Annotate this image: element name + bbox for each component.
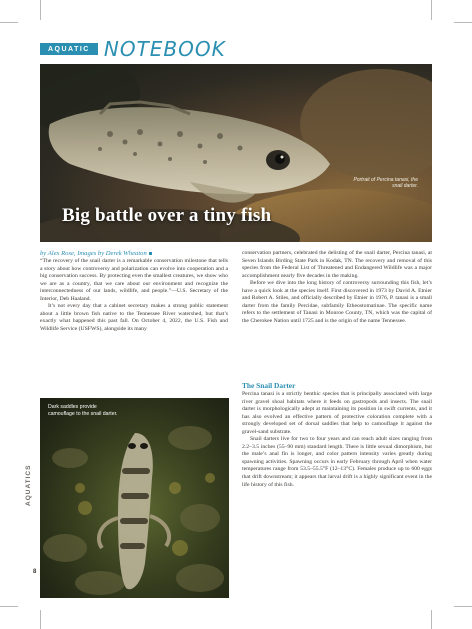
crop-mark	[40, 0, 41, 20]
page-number: 8	[33, 569, 37, 575]
article-column-left	[40, 258, 228, 333]
camouflage-photo	[40, 398, 229, 598]
byline	[40, 250, 152, 257]
crop-mark	[454, 22, 472, 23]
paragraph: Percina tanasi is a strictly benthic species that is principally associated with large river gravel shoal habitats where it feeds on gastropods and insects. The snail darter is morphologically adept at maintaining its position in swift currents, and it has also evolved an effective pattern of protective coloration complete with a strongly developed set of dorsal saddles that help to camouflage it against the gravel-sand substrate.	[242, 391, 432, 435]
photo-caption: Dark saddles provide camouflage to the snail darter.	[48, 404, 118, 417]
crop-mark	[0, 22, 18, 23]
article-column-right-lower	[242, 391, 432, 489]
section-badge: AQUATIC	[40, 43, 98, 55]
section-subheading: The Snail Darter	[242, 381, 296, 390]
paragraph: conservation partners, celebrated the delisting of the snail darter, Percina tanasi, at Seven Islands Birding State Park in Kodak, TN. The recovery and removal of this species from the Federal List of Threatened and Endangered Wildlife was a major accomplishment nearly five decades in the making.	[242, 250, 432, 279]
paragraph: It’s not every day that a cabinet secretary makes a strong public statement about a little brown fish native to the Tennessee River watershed, but that’s exactly what happened this past fall. On October 4, 2022, the U.S. Fish and Wildlife Service (USFWS), alongside its many	[40, 303, 228, 332]
bullet-square-icon	[149, 252, 152, 255]
crop-mark	[454, 606, 472, 607]
paragraph: “The recovery of the snail darter is a remarkable conservation milestone that tells a story about how controversy and polarization can evolve into cooperation and a big conservation success. By protecting even the smallest creatures, we show who we are as a country, that we care about our environment and recognize the interconnectedness of our lands, wildlife, and people.”—U.S. Secretary of the Interior, Deb Haaland.	[40, 258, 228, 302]
article-column-right	[242, 250, 432, 325]
article-title: Big battle over a tiny fish	[62, 205, 272, 226]
crop-mark	[431, 610, 432, 629]
snail-darter-on-gravel	[40, 398, 229, 598]
crop-mark	[431, 0, 432, 20]
side-label: AQUATICS	[25, 464, 32, 506]
section-title: NOTEBOOK	[103, 37, 226, 61]
section-header	[40, 38, 226, 60]
crop-mark	[40, 610, 41, 629]
byline-text: by Alex Rose, Images by Derek Wheaton	[40, 250, 147, 257]
hero-caption: Portrait of Percina tanasi, the snail darter.	[353, 177, 418, 189]
crop-mark	[0, 606, 18, 607]
paragraph: Snail darters live for two to four years and can reach adult sizes ranging from 2.2–3.5 inches (55–90 mm) standard length. There is little sexual dimorphism, but the male’s anal fin is longer, and color pattern intensity varies greatly during spawning activities. Spawning occurs in early February through April when water temperatures range from 53.5–55.5°F (12–13°C). Females produce up to 600 eggs that drift downstream; it appears that larval drift is a highly significant event in the life history of this fish.	[242, 436, 432, 488]
paragraph: Before we dive into the long history of controversy surrounding this fish, let’s have a quick look at the species itself. First discovered in 1973 by David A. Etnier and Robert A. Stiles, and officially described by Etnier in 1976, P. tanasi is a small darter from the family Percidae, subfamily Etheostomatinae. The specific name refers to the settlement of Tanasi in Monroe County, TN, which was the capital of the Cherokee Nation until 1725 and is the origin of the name Tennessee.	[242, 280, 432, 324]
hero-image	[40, 64, 432, 242]
